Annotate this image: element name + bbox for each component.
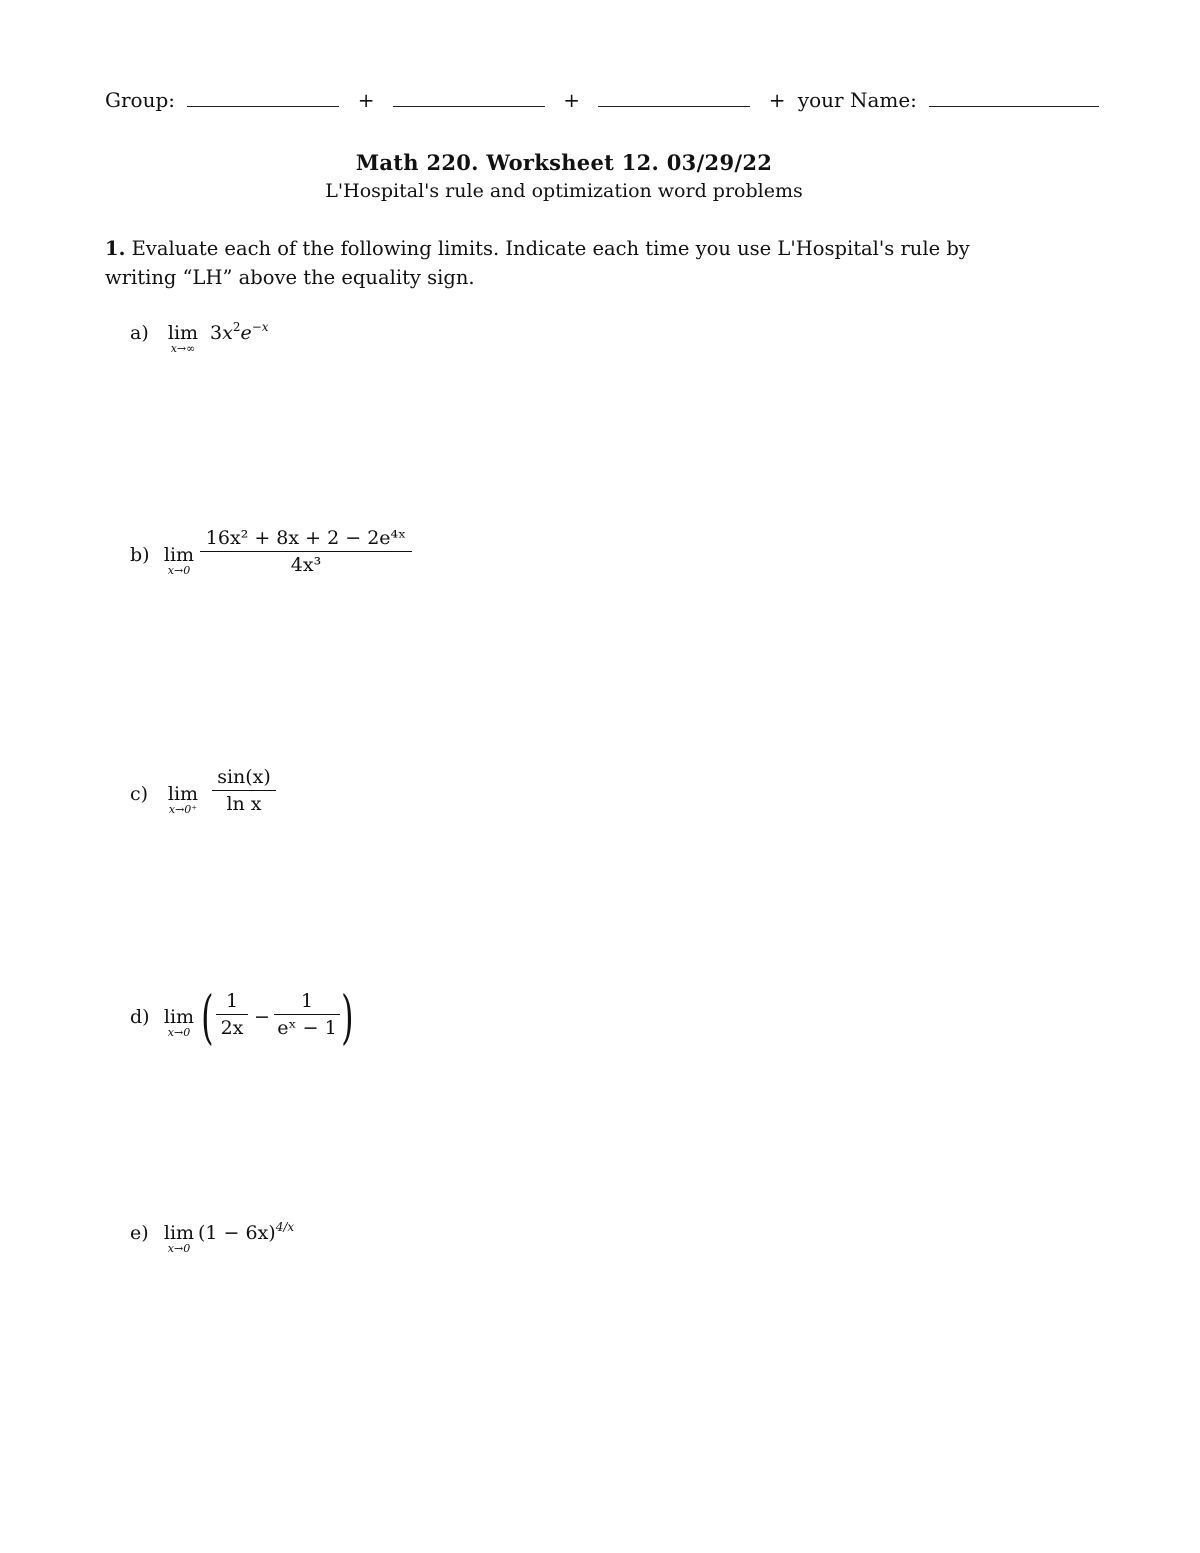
plus-sign: + bbox=[357, 88, 375, 112]
group-header bbox=[105, 86, 1105, 112]
fraction bbox=[200, 527, 412, 576]
power: 2 bbox=[232, 320, 241, 334]
left-paren: ( bbox=[201, 983, 214, 1051]
fraction bbox=[212, 766, 276, 815]
fraction-bar bbox=[212, 790, 276, 791]
group-member-3-blank[interactable] bbox=[598, 86, 750, 107]
worksheet-title: Math 220. Worksheet 12. 03/29/22 bbox=[355, 150, 773, 175]
numerator: 1 bbox=[300, 990, 314, 1012]
part-d bbox=[0, 983, 600, 1058]
numerator: 1 bbox=[225, 990, 239, 1012]
question-1 bbox=[105, 234, 1035, 292]
part-e bbox=[0, 1220, 600, 1270]
denominator: 2x bbox=[220, 1017, 244, 1039]
numerator: 16x² + 8x + 2 − 2e⁴ˣ bbox=[205, 527, 407, 549]
fraction-bar bbox=[274, 1014, 340, 1015]
limit-operator bbox=[158, 1006, 200, 1039]
worksheet-subtitle: L'Hospital's rule and optimization word problems bbox=[325, 180, 803, 202]
name-label: your Name: bbox=[797, 88, 917, 112]
part-label: c) bbox=[130, 783, 149, 805]
part-a bbox=[0, 320, 600, 370]
denominator: ln x bbox=[226, 793, 262, 815]
fraction-bar bbox=[200, 551, 412, 552]
coef: 3 bbox=[210, 322, 223, 344]
limit-operator bbox=[158, 544, 200, 577]
fraction-bar bbox=[216, 1014, 248, 1015]
expression bbox=[198, 1222, 294, 1244]
lim-word: lim bbox=[163, 1006, 195, 1028]
part-label: a) bbox=[130, 322, 149, 344]
group-member-2-blank[interactable] bbox=[393, 86, 545, 107]
denominator: eˣ − 1 bbox=[277, 1017, 337, 1039]
question-text: Evaluate each of the following limits. Indicate each time you use L'Hospital's rule by writing “LH” above the equality sign. bbox=[105, 237, 970, 289]
lim-word: lim bbox=[167, 783, 199, 805]
group-member-1-blank[interactable] bbox=[187, 86, 339, 107]
lim-word: lim bbox=[163, 1222, 195, 1244]
var: x bbox=[222, 322, 233, 344]
limit-operator bbox=[158, 1222, 200, 1255]
group-label: Group: bbox=[105, 88, 175, 112]
fraction-1 bbox=[216, 990, 248, 1039]
lim-word: lim bbox=[163, 544, 195, 566]
base: (1 − 6x) bbox=[198, 1222, 276, 1244]
expression bbox=[210, 322, 269, 344]
e-base: e bbox=[240, 322, 252, 344]
lim-subscript: x→0 bbox=[167, 564, 191, 577]
limit-operator bbox=[160, 322, 206, 355]
part-label: e) bbox=[130, 1222, 149, 1244]
right-paren: ) bbox=[341, 983, 354, 1051]
fraction-2 bbox=[274, 990, 340, 1039]
exponent: 4/x bbox=[275, 1220, 295, 1234]
denominator: 4x³ bbox=[290, 554, 322, 576]
part-label: b) bbox=[130, 544, 150, 566]
your-name-blank[interactable] bbox=[929, 86, 1099, 107]
limit-operator bbox=[160, 783, 206, 816]
lim-subscript: x→∞ bbox=[170, 342, 196, 355]
lim-subscript: x→0⁺ bbox=[168, 803, 198, 816]
part-label: d) bbox=[130, 1006, 150, 1028]
lim-word: lim bbox=[167, 322, 199, 344]
plus-sign: + bbox=[768, 88, 786, 112]
numerator: sin(x) bbox=[217, 766, 271, 788]
lim-subscript: x→0 bbox=[167, 1242, 191, 1255]
part-c bbox=[0, 766, 600, 826]
exponent: −x bbox=[251, 320, 269, 334]
question-number: 1. bbox=[105, 237, 126, 260]
lim-subscript: x→0 bbox=[167, 1026, 191, 1039]
plus-sign: + bbox=[563, 88, 580, 112]
minus-sign: − bbox=[254, 1006, 270, 1028]
part-b bbox=[0, 527, 600, 587]
